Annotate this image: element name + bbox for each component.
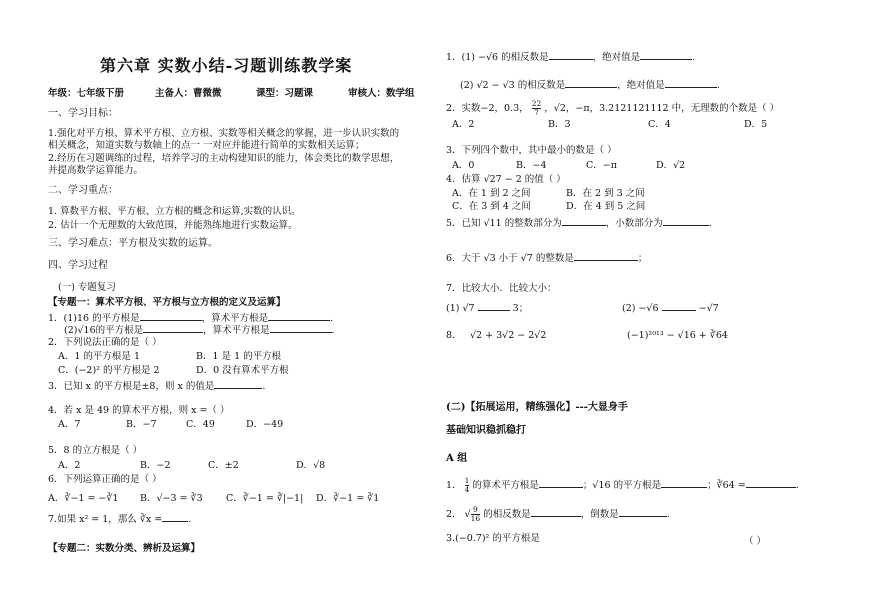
right-question-7: 7．比较大小．比较大小： (446, 283, 557, 294)
question-1a: 1．(1)16 的平方根是 ，算术平方根是 . (48, 313, 334, 324)
right-question-7b: (2) −√6 −√7 (622, 303, 719, 314)
group-a-question-3-answer-paren: （ ） (744, 536, 767, 547)
right-question-3-option-b: B．−4 (516, 160, 547, 171)
right-question-2: 2．实数−2，0.3， $\frac{22}{7}$ ，√2，−π，3.2121121112 中，无理数的个数是（ ） (446, 99, 780, 117)
meta-author: 主备人：曹微微 (155, 88, 222, 99)
question-2-option-b: B．1 是 1 的平方根 (196, 351, 282, 362)
right-question-4-option-d: D．在 4 到 5 之间 (566, 201, 646, 212)
question-4-option-b: B．−7 (126, 419, 157, 430)
right-question-3-option-c: C．−π (586, 160, 617, 171)
subheading-review: (一) 专题复习 (58, 282, 116, 293)
topic-2-title: 【专题二：实数分类、辨析及运算】 (48, 543, 201, 554)
right-question-7a: (1) √7 3； (446, 303, 529, 314)
meta-reviewer: 审核人：数学组 (348, 88, 415, 99)
question-6-option-c: C．∛−1 = ∛|−1| (226, 493, 304, 504)
question-5-option-b: B．−2 (140, 460, 171, 471)
heading-goals: 一、学习目标： (48, 108, 118, 119)
right-question-4-option-c: C．在 3 到 4 之间 (452, 201, 531, 212)
question-6-option-b: B．√−3 = ∛3 (140, 493, 203, 504)
heading-key-points: 二、学习重点： (48, 185, 118, 196)
question-5-option-c: C．±2 (208, 460, 239, 471)
key-point-2: 2. 估计一个无理数的大致范围，并能熟练地进行实数运算。 (48, 220, 298, 231)
group-a-question-2: 2． √ $\frac{9}{16}$ 的相反数是 ，倒数是 . (446, 505, 670, 523)
question-7: 7.如果 x² = 1，那么 ∛x = . (48, 514, 192, 525)
group-a-question-1: 1． $\frac{1}{4}$ 的算术平方根是 ；√16 的平方根是 ；∛64 = . (446, 476, 799, 494)
right-question-3-option-d: D．√2 (656, 160, 686, 171)
right-question-6: 6．大于 √3 小于 √7 的整数是 ； (446, 253, 648, 264)
page-title: 第六章 实数小结-习题训练教学案 (100, 56, 353, 75)
group-a-question-3: 3.(−0.7)² 的平方根是 (446, 533, 540, 544)
question-6-option-a: A．∛−1 = −∛1 (48, 493, 119, 504)
goal-1b: 相关概念，知道实数与数轴上的点一 一对应并能进行简单的实数相关运算； (48, 140, 365, 151)
question-6: 6．下列运算正确的是（ ） (48, 474, 162, 485)
right-question-4: 4．估算 √27 − 2 的值（ ） (446, 174, 566, 185)
question-2-option-c: C．(−2)² 的平方根是 2 (58, 365, 160, 376)
right-question-2-option-b: B．3 (548, 119, 571, 130)
question-4-option-c: C．49 (186, 419, 215, 430)
right-question-8: 8. (446, 330, 456, 341)
right-question-4-option-b: B．在 2 到 3 之间 (566, 188, 645, 199)
question-5-option-a: A．2 (58, 460, 81, 471)
heading-process: 四、学习过程 (48, 260, 108, 271)
question-2-option-a: A．1 的平方根是 1 (58, 351, 140, 362)
question-4-option-a: A．7 (58, 419, 81, 430)
right-question-2-option-a: A．2 (452, 119, 475, 130)
right-question-8a: √2 + 3√2 − 2√2 (470, 330, 547, 341)
question-2: 2．下列说法正确的是（ ） (48, 337, 162, 348)
question-4: 4．若 x 是 49 的算术平方根，则 x =（ ） (48, 405, 230, 416)
goal-2b: 并提高数学运算能力。 (48, 165, 144, 176)
right-question-3: 3．下列四个数中，其中最小的数是（ ） (446, 145, 617, 156)
meta-grade: 年级：七年级下册 (48, 88, 125, 99)
right-question-4-option-a: A．在 1 到 2 之间 (452, 188, 531, 199)
question-6-option-d: D．∛−1 = ∛1 (316, 493, 380, 504)
question-1b: (2)√16的平方根是 ，算术平方根是 . (64, 325, 335, 336)
right-question-1a: 1．(1) −√6 的相反数是 ，绝对值是 . (446, 52, 696, 63)
question-5-option-d: D．√8 (296, 460, 326, 471)
question-5: 5．8 的立方根是（ ） (48, 445, 143, 456)
goal-2a: 2.经历在习题调练的过程，培养学习的主动构建知识的能力，体会类比的数学思想， (48, 153, 400, 164)
subheading-extension: (二)【拓展运用，精练强化】---大显身手 (446, 402, 628, 413)
right-question-1b: (2) √2 − √3 的相反数是 ，绝对值是 . (460, 80, 720, 91)
right-question-5: 5．已知 √11 的整数部分为 ，小数部分为 . (446, 218, 712, 229)
meta-type: 课型：习题课 (256, 88, 314, 99)
topic-1-title: 【专题一：算术平方根、平方根与立方根的定义及运算】 (48, 297, 286, 308)
right-question-2-option-c: C．4 (648, 119, 671, 130)
heading-difficulty: 三、学习难点：平方根及实数的运算。 (48, 238, 218, 249)
subheading-basics: 基础知识稳抓稳打 (446, 425, 526, 436)
right-question-2-option-d: D．5 (744, 119, 768, 130)
question-2-option-d: D．0 没有算术平方根 (196, 365, 289, 376)
right-question-8b: (−1)²⁰¹³ − √16 + ∛64 (627, 330, 728, 341)
question-3: 3．已知 x 的平方根是±8，则 x 的值是 . (48, 381, 266, 392)
question-4-option-d: D．−49 (246, 419, 284, 430)
group-a-label: A 组 (446, 453, 468, 464)
goal-1a: 1.强化对平方根、算术平方根、立方根、实数等相关概念的掌握，进一步认识实数的 (48, 128, 400, 139)
key-point-1: 1. 算数平方根、平方根、立方根的概念和运算,实数的认识。 (48, 206, 301, 217)
right-question-3-option-a: A．0 (452, 160, 475, 171)
